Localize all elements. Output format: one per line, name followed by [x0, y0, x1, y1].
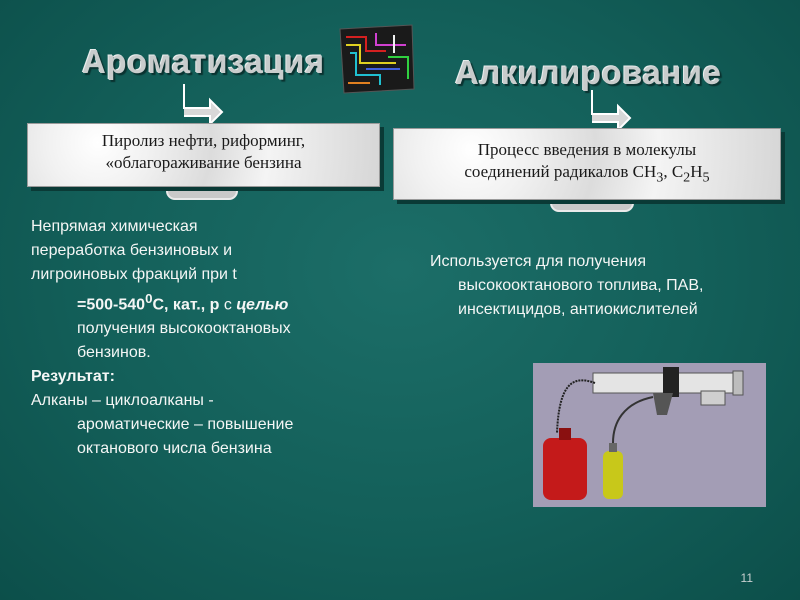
- circuit-image: [336, 23, 416, 95]
- usage-line: инсектицидов, антиокислителей: [458, 301, 698, 318]
- box-right-line2: соединений радикалов $СН_3$, $С_2Н_5$: [464, 162, 710, 186]
- result-label: Результат:: [31, 368, 115, 386]
- result-line: Алканы – циклоалканы -: [31, 392, 214, 410]
- desc-line: Непрямая химическая: [31, 218, 198, 235]
- aromatization-description: [31, 215, 381, 461]
- heading-aromatization: Ароматизация: [82, 43, 325, 80]
- aromatization-box: [27, 123, 380, 187]
- result-line: ароматические – повышение: [77, 416, 294, 434]
- equipment-photo: [533, 363, 766, 507]
- desc-line: бензинов.: [77, 344, 151, 362]
- box-left-line1: Пиролиз нефти, риформинг,: [101, 131, 306, 150]
- desc-line: переработка бензиновых и: [31, 242, 232, 259]
- alkylation-box: [393, 128, 781, 200]
- result-line: октанового числа бензина: [77, 440, 272, 458]
- box-right-line1: Процесс введения в молекулы: [477, 140, 697, 159]
- box-left-line2: «облагораживание бензина: [105, 153, 302, 172]
- alkylation-usage: [430, 250, 780, 322]
- usage-line: высокооктанового топлива, ПАВ,: [458, 277, 704, 294]
- desc-conditions: $=500-540^0С$, кат., р с целью: [77, 291, 289, 314]
- heading-alkylation: Алкилирование: [455, 54, 722, 91]
- desc-line: лигроиновых фракций при t: [31, 266, 237, 283]
- gas-cylinders-illustration: [533, 363, 766, 507]
- arrow-left: [180, 82, 224, 128]
- usage-line: Используется для получения: [430, 253, 646, 270]
- desc-line: получения высокооктановых: [77, 320, 291, 338]
- slide-number: 11: [740, 571, 753, 585]
